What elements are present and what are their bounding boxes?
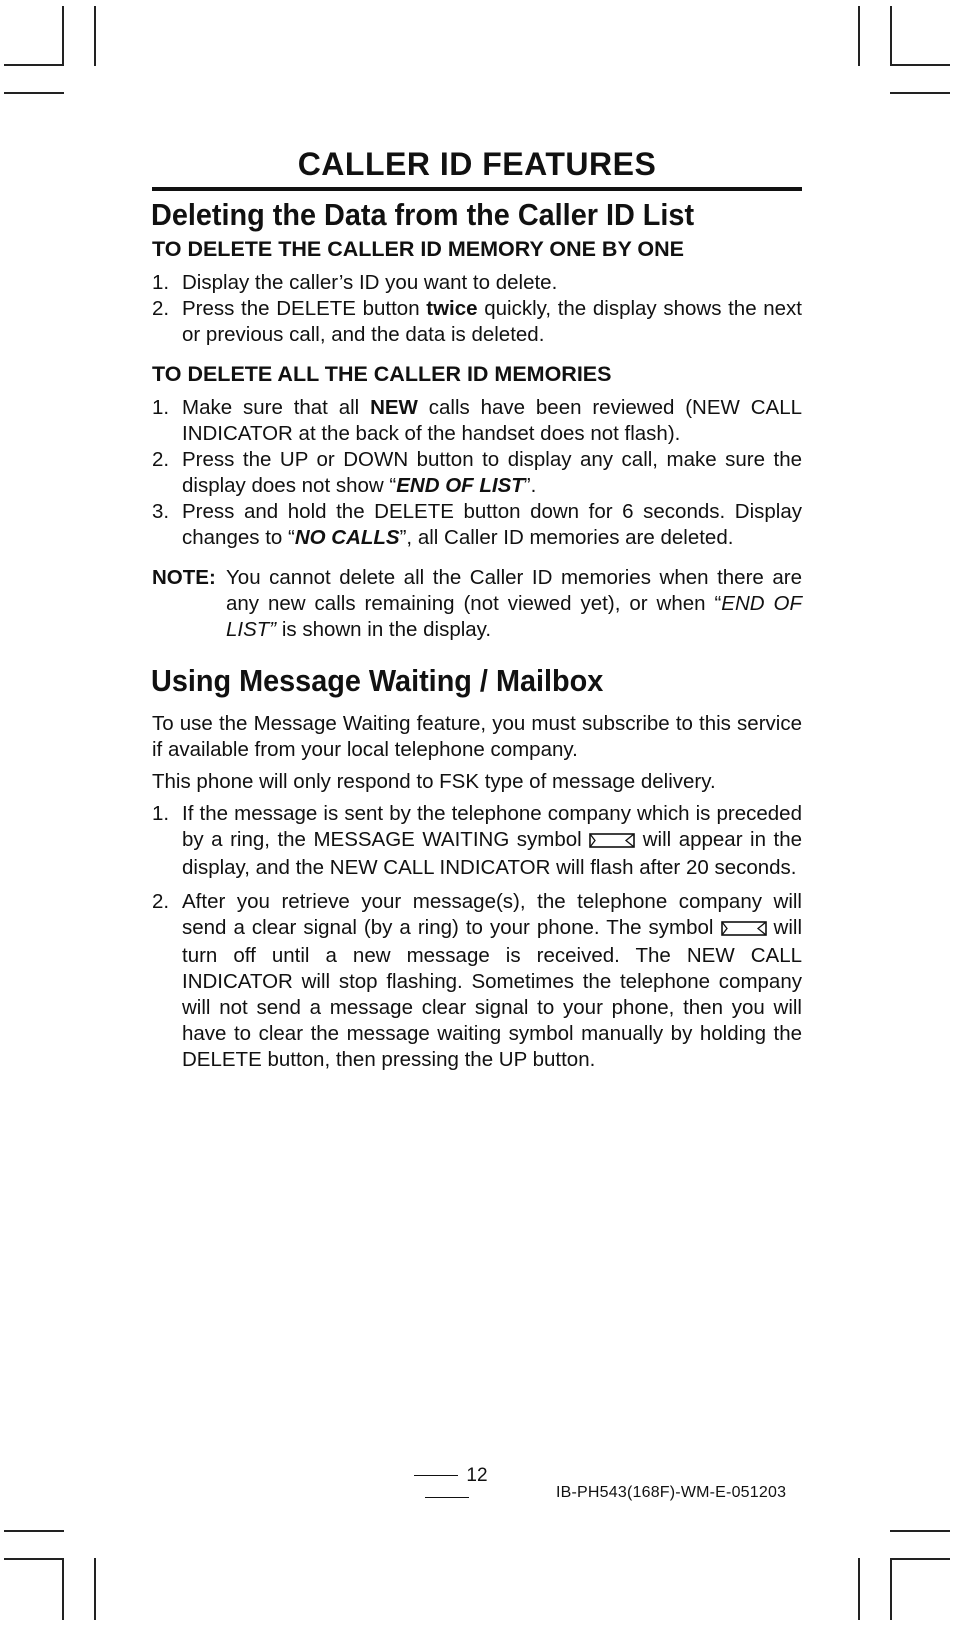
crop-mark — [62, 6, 64, 66]
page-content — [152, 146, 802, 1087]
note-text: is shown in the display. — [276, 618, 492, 641]
paragraph: To use the Message Waiting feature, you must subscribe to this service if available from your local telephone company. — [152, 712, 802, 761]
crop-mark — [858, 6, 860, 66]
crop-mark — [890, 64, 950, 66]
divider — [414, 1475, 458, 1476]
section-deleting-data — [152, 197, 802, 643]
envelope-icon — [589, 829, 635, 855]
step-text: calls have been reviewed (NEW CALL INDICATOR at the back of the handset does not flash). — [182, 396, 802, 445]
step-text: If the message is sent by the telephone company which is preceded by a ring, the MESSAGE WAITING symbol — [182, 802, 802, 851]
display-text: END OF LIST” — [226, 592, 802, 641]
note — [152, 565, 802, 643]
step-text: Press the DELETE button — [182, 297, 427, 320]
crop-mark — [890, 6, 892, 66]
envelope-icon — [721, 917, 767, 943]
note-label: NOTE: — [152, 566, 216, 589]
list-item — [152, 889, 802, 1073]
crop-mark — [4, 92, 64, 94]
page-number-text: 12 — [466, 1465, 488, 1486]
step-number: 1. — [152, 396, 170, 419]
display-text: NEW — [370, 396, 418, 419]
step-number: 2. — [152, 448, 170, 471]
step-text: Make sure that all — [182, 396, 371, 419]
section-heading: Deleting the Data from the Caller ID List — [151, 197, 695, 232]
crop-mark — [4, 64, 64, 66]
display-text: END OF LIST — [396, 474, 524, 497]
crop-mark — [858, 1558, 860, 1620]
crop-mark — [890, 1558, 892, 1620]
display-text: NO CALLS — [294, 526, 400, 549]
paragraph: This phone will only respond to FSK type of message delivery. — [152, 770, 716, 793]
note-text: You cannot delete all the Caller ID memories when there are any new calls remaining (not viewed yet), or when “ — [226, 566, 802, 615]
list-item — [152, 270, 802, 296]
crop-mark — [62, 1558, 64, 1620]
subsection-heading: TO DELETE ALL THE CALLER ID MEMORIES — [152, 362, 612, 386]
crop-mark — [94, 1558, 96, 1620]
step-number: 2. — [152, 890, 170, 913]
step-text: quickly, the display shows the next or previous call, and the data is deleted. — [182, 297, 802, 346]
steps-list — [152, 270, 802, 348]
step-text: Display the caller’s ID you want to delete. — [182, 271, 558, 294]
steps-list — [152, 395, 802, 551]
list-item — [152, 395, 802, 447]
step-text: After you retrieve your message(s), the telephone company will send a clear signal (by a ring) to your phone. The symbol — [182, 890, 802, 939]
list-item — [152, 296, 802, 348]
step-text: will turn off until a new message is received. The NEW CALL INDICATOR will stop flashing. Sometimes the telephone company will not send a message clear signal to your phone, then you will have to clear the message waiting symbol manually by holding the DELETE button, then pressing the UP button. — [182, 916, 802, 1071]
step-number: 1. — [152, 271, 170, 294]
step-number: 3. — [152, 500, 170, 523]
step-text: Press and hold the DELETE button down for 6 seconds. Display changes to “ — [182, 500, 802, 549]
steps-list — [152, 801, 802, 1073]
document-code: IB-PH543(168F)-WM-E-051203 — [556, 1484, 787, 1501]
crop-mark — [890, 1530, 950, 1532]
step-number: 2. — [152, 297, 170, 320]
crop-mark — [4, 1558, 64, 1560]
crop-mark — [94, 6, 96, 66]
crop-mark — [890, 1558, 950, 1560]
emphasis: twice — [426, 297, 478, 320]
step-number: 1. — [152, 802, 170, 825]
divider — [425, 1497, 469, 1498]
page-number — [382, 1465, 512, 1509]
step-text: Press the UP or DOWN button to display any call, make sure the display does not show “ — [182, 448, 802, 497]
list-item — [152, 499, 802, 551]
crop-mark — [4, 1530, 64, 1532]
step-text: ”, all Caller ID memories are deleted. — [399, 526, 734, 549]
list-item — [152, 801, 802, 881]
list-item — [152, 447, 802, 499]
crop-mark — [890, 92, 950, 94]
step-text: will appear in the display, and the NEW CALL INDICATOR will flash after 20 seconds. — [182, 828, 802, 879]
subsection-heading: TO DELETE THE CALLER ID MEMORY ONE BY ONE — [152, 237, 684, 261]
section-message-waiting — [152, 663, 802, 1073]
step-text: ”. — [523, 474, 537, 497]
page-title: CALLER ID FEATURES — [152, 146, 802, 191]
section-heading: Using Message Waiting / Mailbox — [151, 663, 604, 698]
